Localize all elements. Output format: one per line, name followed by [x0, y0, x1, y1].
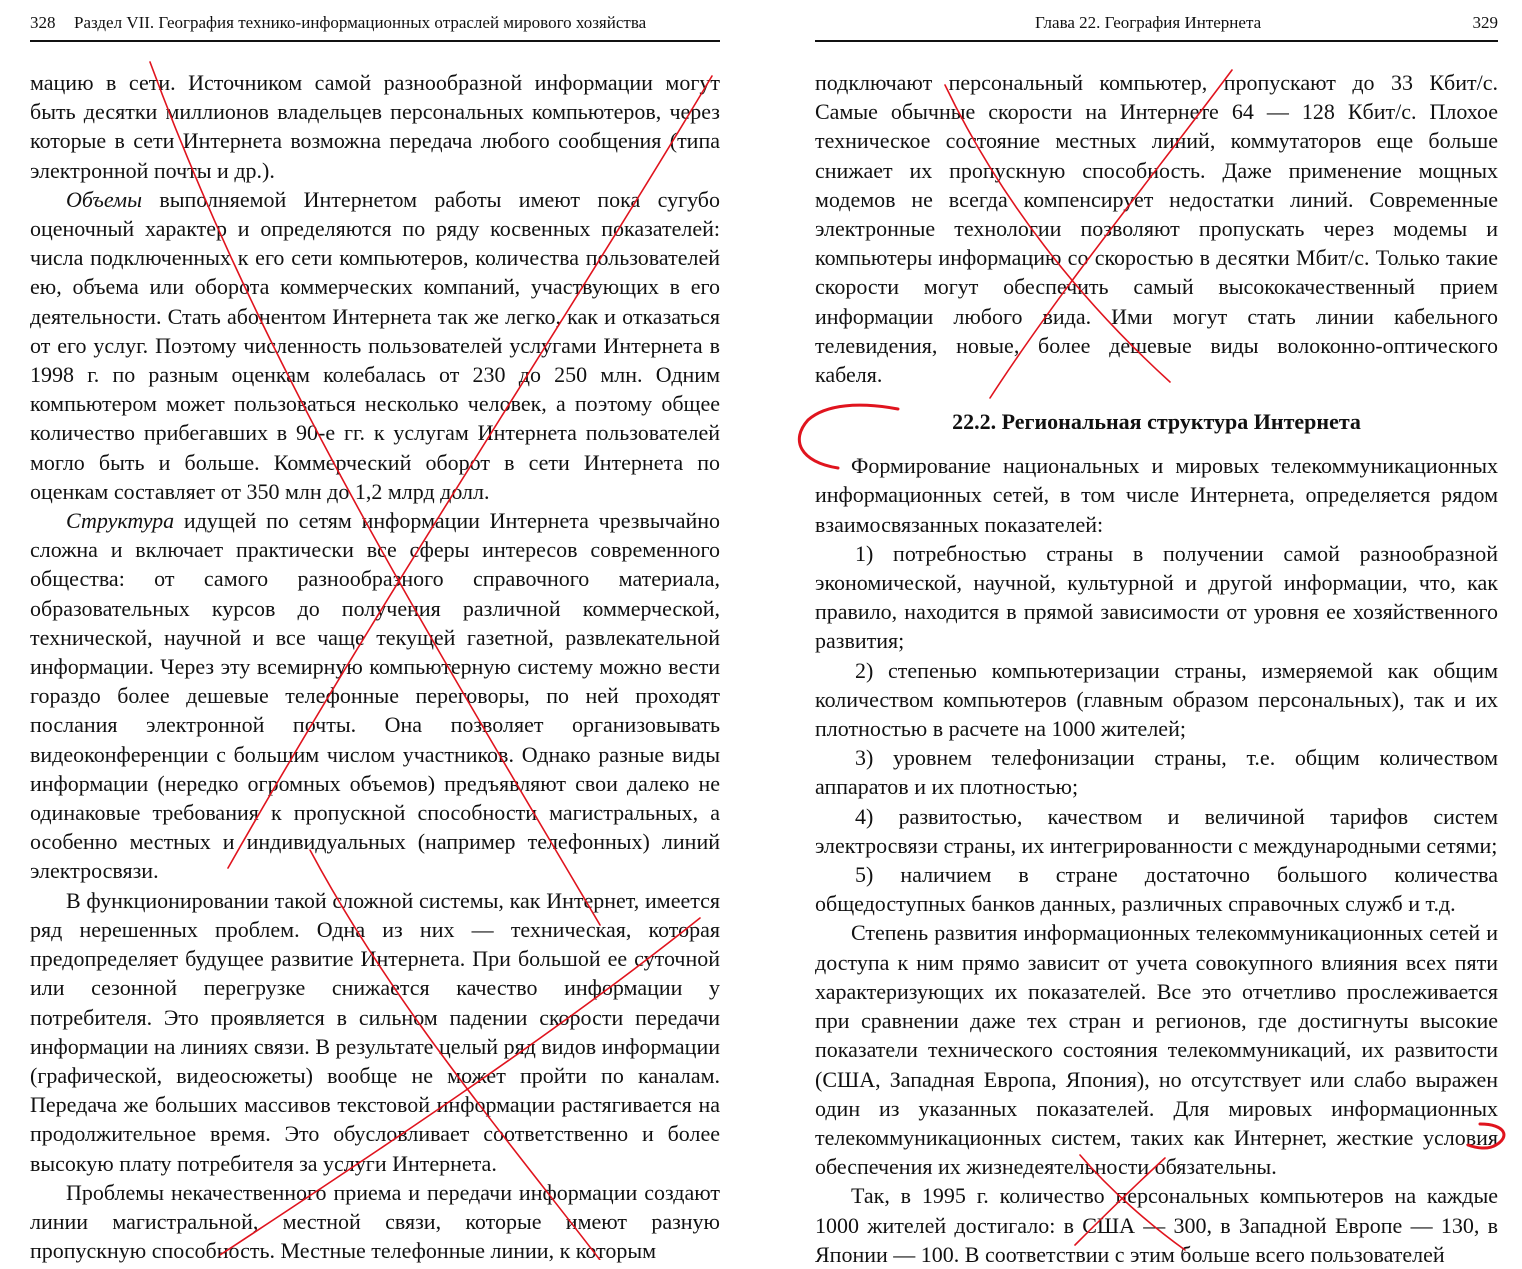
right-page [815, 0, 1498, 1267]
paragraph: Формирование национальных и мировых телекоммуникационных информационных сетей, в том числе Интернета, определяется рядом взаимосвязанных показателей: [815, 453, 1498, 537]
paragraph: Объемы выполняемой Интернетом работы имеют пока сугубо оценочный характер и определяются по ряду косвенных показателей: числа подключенных к его сети компьютеров, количества пользователей ею, объема или оборота коммерческих компаний, участвующих в его деятельности. Стать абонентом Интернета так же легко, как и отказаться от его услуг. Поэтому численность пользователей услугами Интернета в 1998 г. по разным оценкам колебалась от 230 до 250 млн. Одним компьютером может пользоваться несколько человек, а поэтому общее количество прибегавших в 90-е гг. к услугам Интернета пользователей могло быть и больше. Коммерческий оборот в сети Интернета по оценкам составляет от 350 млн до 1,2 млрд долл. [30, 186, 720, 504]
page-number: 329 [1472, 13, 1498, 32]
left-page [30, 0, 720, 1264]
list-item: 2) степенью компьютеризации страны, измеряемой как общим количеством компьютеров (главным образом персональных), так и их плотностью в расчете на 1000 жителей; [815, 657, 1498, 742]
italic-lead: Объемы [66, 186, 142, 212]
paragraph: Степень развития информационных телекоммуникационных сетей и доступа к ним прямо зависит от учета совокупного влияния всех пяти характеризующих их показателей. Все это отчетливо прослеживается при сравнении даже тех стран и регионов, где достигнуты высокие показатели технического состояния телекоммуникаций, их развитости (США, Западная Европа, Япония), но отсутствует или слабо выражен один из указанных показателей. Для мировых информационных телекоммуникационных систем, таких как Интернет, жесткие условия обеспечения их жизнедеятельности обязательны. [815, 920, 1498, 1180]
paragraph: Так, в 1995 г. количество персональных компьютеров на каждые 1000 жителей достигало: в США — 300, в Западной Европе — 130, в Японии — 100. В соответствии с этим больше всего пользователей [815, 1183, 1498, 1267]
right-page-header [815, 8, 1498, 42]
list-item: 1) потребностью страны в получении самой разнообразной экономической, научной, культурной и другой информации, что, как правило, находится в прямой зависимости от уровня ее хозяйственного развития; [815, 540, 1498, 654]
right-page-body [815, 68, 1498, 1269]
italic-lead: Структура [66, 508, 175, 534]
list-item: 4) развитостью, качеством и величиной тарифов систем электросвязи страны, их интегрированности с международными сетями; [815, 803, 1498, 858]
paragraph: подключают персональный компьютер, пропускают до 33 Кбит/с. Самые обычные скорости на Интернете 64 — 128 Кбит/с. Плохое техническое состояние местных линий, коммутаторов еще больше снижает их пропускную способность. Даже применение мощных модемов не всегда компенсирует недостатки линий. Современные электронные технологии позволяют пропускать через модемы и компьютеры информацию со скоростью в десятки Мбит/с. Только такие скорости могут обеспечить самый высококачественный прием информации любого вида. Ими могут стать линии кабельного телевидения, новые, более дешевые виды волоконно-оптического кабеля. [815, 70, 1498, 388]
section-heading: 22.2. Региональная структура Интернета [952, 409, 1361, 435]
running-header-title: Глава 22. География Интернета [1035, 13, 1262, 32]
list-item: 5) наличием в стране достаточно большого количества общедоступных банков данных, различных справочных служб и т.д. [815, 862, 1498, 917]
list-item: 3) уровнем телефонизации страны, т.е. общим количеством аппаратов и их плотностью; [815, 745, 1498, 800]
page-number: 328 [30, 13, 56, 32]
left-page-header [30, 8, 720, 42]
paragraph: мацию в сети. Источником самой разнообразной информации могут быть десятки миллионов владельцев персональных компьютеров, через которые в сети Интернета возможна передача любого сообщения (типа электронной почты и др.). [30, 70, 720, 183]
paragraph: Структура идущей по сетям информации Интернета чрезвычайно сложна и включает практически все сферы интересов современного общества: от самого разнообразного справочного материала, образовательных курсов до получения различной коммерческой, технической, научной и все чаще текущей газетной, развлекательной информации. Через эту всемирную компьютерную систему можно вести гораздо более дешевые телефонные переговоры, по ней проходят послания электронной почты. Она позволяет организовывать видеоконференции с большим числом участников. Однако разные виды информации (нередко огромных объемов) предъявляют свои далеко не одинаковые требования к пропускной способности магистральных, а особенно местных и индивидуальных (например телефонных) линий электросвязи. [30, 508, 720, 884]
running-header-title: Раздел VII. География технико-информационных отраслей мирового хозяйства [74, 13, 647, 32]
paragraph: Проблемы некачественного приема и передачи информации создают линии магистральной, местной связи, которые имеют разную пропускную способность. Местные телефонные линии, к которым [30, 1179, 720, 1264]
left-page-body [30, 68, 720, 1265]
paragraph: В функционировании такой сложной системы, как Интернет, имеется ряд нерешенных проблем. Одна из них — техническая, которая предопределяет будущее развитие Интернета. При большой ее суточной или сезонной перегрузке снижается качество информации у потребителя. Это проявляется в сильном падении скорости передачи информации на линиях связи. В результате целый ряд видов информации (графической, видеосюжеты) вообще не может пройти по каналам. Передача же больших массивов текстовой информации растягивается на продолжительное время. Это обусловливает соответственно и более высокую плату потребителя за услуги Интернета. [30, 887, 720, 1176]
